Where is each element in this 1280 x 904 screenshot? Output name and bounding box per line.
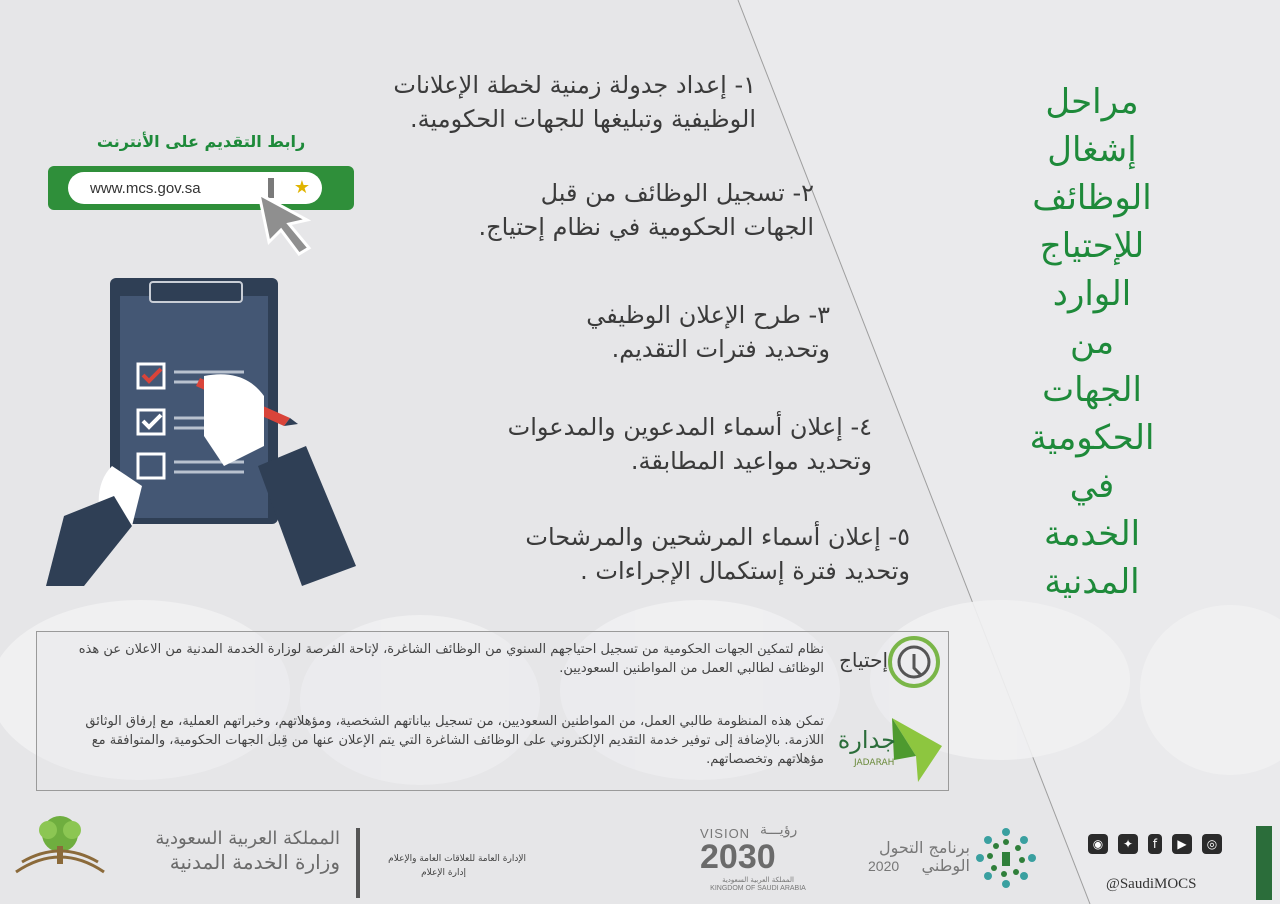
step-2 xyxy=(354,176,814,244)
jadarah-description: تمكن هذه المنظومة طالبي العمل، من المواطنين السعوديين، من تسجيل بياناتهم الشخصية، ومؤهلاتهم، وخبراتهم العملية، مع إرفاق الوثائق اللازمة. بالإضافة إلى توفير خدمة التقديم الإلكتروني على الوظائف الشاغرة التي يتم الإعلان عنها من قِبل الجهات الحكومية، والمتوافقة مع مؤهلاتهم وتخصصاتهم. xyxy=(85,714,824,767)
facebook-icon[interactable]: f xyxy=(1148,834,1162,854)
snapchat-icon[interactable]: ◉ xyxy=(1088,834,1108,854)
url-text[interactable]: www.mcs.gov.sa xyxy=(90,180,201,197)
step-5 xyxy=(460,520,910,588)
step-3-line2: وتحديد فترات التقديم. xyxy=(611,335,830,363)
kingdom-name: المملكة العربية السعودية xyxy=(155,828,340,849)
clipboard-illustration xyxy=(44,276,364,588)
instagram-icon[interactable]: ◎ xyxy=(1202,834,1222,854)
step-4-line1: ٤- إعلان أسماء المدعوين والمدعوات xyxy=(507,413,872,441)
saudi-emblem-icon xyxy=(974,826,1038,890)
step-4 xyxy=(422,410,872,478)
online-link-title: رابط التقديم على الأنترنت xyxy=(96,132,306,151)
social-icons xyxy=(1088,834,1222,854)
ntp-line-2: الوطني xyxy=(921,856,970,875)
jadarah-english-label: JADARAH xyxy=(854,758,895,768)
vision-ar: رؤيـــة xyxy=(760,822,798,838)
ministry-name: وزارة الخدمة المدنية xyxy=(169,850,340,874)
ehtiyaj-label: إحتياج xyxy=(839,648,888,672)
department-line-1: الإدارة العامة للعلاقات العامة والإعلام xyxy=(388,854,526,864)
star-icon: ★ xyxy=(293,177,310,198)
step-1 xyxy=(296,68,756,136)
vision-en: VISION xyxy=(700,826,751,841)
social-handle[interactable]: @SaudiMOCS xyxy=(1106,876,1197,892)
main-title: مراحل إشغال الوظائف للإحتياج الوارد من الجهات الحكومية في الخدمة المدنية xyxy=(1029,82,1155,602)
step-4-line2: وتحديد مواعيد المطابقة. xyxy=(630,447,872,475)
step-5-line1: ٥- إعلان أسماء المرشحين والمرشحات xyxy=(525,523,910,551)
step-3 xyxy=(430,298,830,366)
ehtiyaj-logo-icon xyxy=(886,634,942,690)
twitter-icon[interactable]: ✦ xyxy=(1118,834,1138,854)
jadarah-logo-icon xyxy=(888,716,944,784)
step-2-line2: الجهات الحكومية في نظام إحتياج. xyxy=(478,213,814,241)
corner-stripe xyxy=(1256,826,1272,900)
mouse-pointer-icon xyxy=(255,190,319,258)
vision-year: 2030 xyxy=(700,838,776,876)
youtube-icon[interactable]: ▶ xyxy=(1172,834,1192,854)
step-3-line1: ٣- طرح الإعلان الوظيفي xyxy=(586,301,830,329)
vision-kingdom-en: KINGDOM OF SAUDI ARABIA xyxy=(710,885,806,892)
step-5-line2: وتحديد فترة إستكمال الإجراءات . xyxy=(580,557,910,585)
step-1-line1: ١- إعداد جدولة زمنية لخطة الإعلانات xyxy=(393,71,756,99)
step-1-line2: الوظيفية وتبليغها للجهات الحكومية. xyxy=(410,105,756,133)
ntp-year: 2020 xyxy=(868,858,900,874)
ntp-line-1: برنامج التحول xyxy=(879,838,970,857)
vision-2030-logo xyxy=(700,822,810,896)
footer-divider xyxy=(356,828,360,898)
ehtiyaj-description: نظام لتمكين الجهات الحكومية من تسجيل احتياجهم السنوي من الوظائف الشاغرة، لإتاحة الفرصة لوزارة الخدمة المدنية من الاعلان عن هذه الوظائف لطالبي العمل من المواطنين السعوديين. xyxy=(78,642,824,676)
vision-kingdom-ar: المملكة العربية السعودية xyxy=(722,876,794,884)
step-2-line1: ٢- تسجيل الوظائف من قبل xyxy=(540,179,814,207)
jadarah-label: جدارة xyxy=(837,726,896,754)
ministry-logo-icon xyxy=(10,812,110,882)
department-line-2: إدارة الإعلام xyxy=(421,868,466,878)
